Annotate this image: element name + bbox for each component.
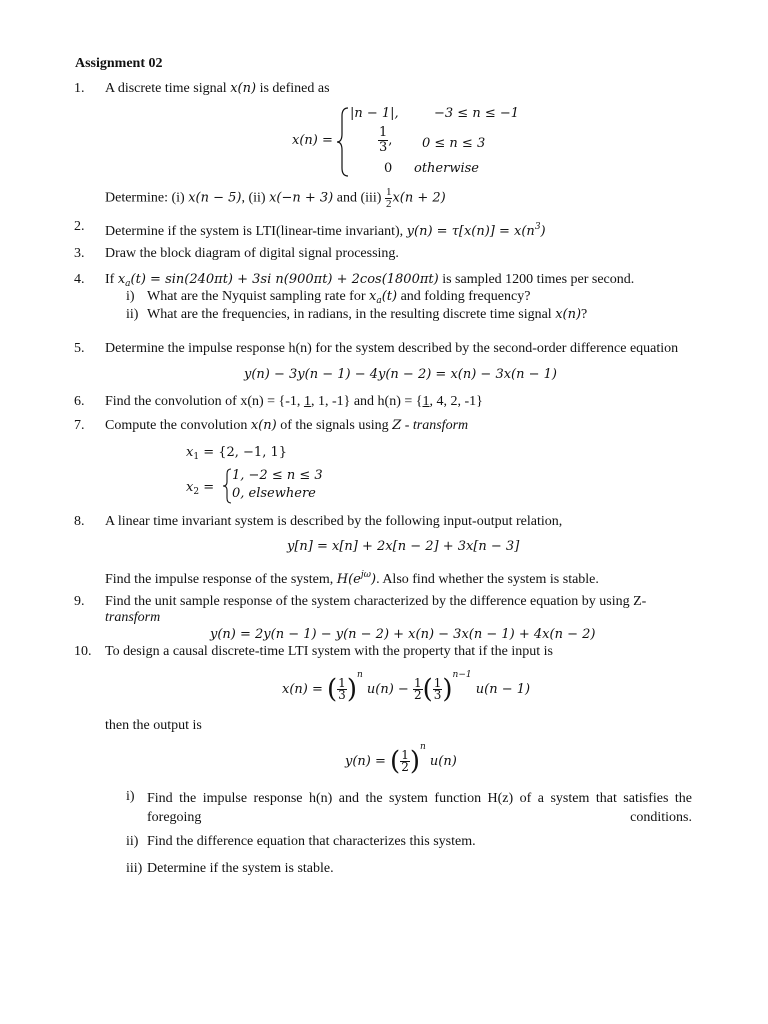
question-number: 6.: [74, 394, 85, 409]
q10-subquestion-ii: ii) Find the difference equation that characterizes this system.: [126, 834, 476, 849]
assignment-title: Assignment 02: [75, 56, 163, 71]
x2-case-2: 0, elsewhere: [232, 486, 316, 501]
q8-followup: Find the impulse response of the system, $H(e^{j\omega})$. Also find whether the system is stable.: [105, 570, 599, 587]
q10-input-equation: x(n) = ( $\frac{1}{3}$ )$^n$ u(n) − $\frac{1}{2}$ ( $\frac{1}{3}$ )$^{n-1}$ u(n − 1): [282, 670, 531, 705]
left-brace-icon: [222, 468, 232, 504]
question-text: A linear time invariant system is described by the following input-output relation,: [105, 514, 563, 529]
case-1-expression: |n − 1|,: [350, 106, 399, 121]
question-number: 9.: [74, 594, 85, 609]
question-text: Determine the impulse response h(n) for the system described by the second-order difference equation: [105, 341, 679, 356]
question-text: To design a causal discrete-time LTI system with the property that if the input is: [105, 644, 553, 659]
assignment-page: Assignment 02 1. A discrete time signal x(n) is defined as x(n) = |n − 1|, −3 ≤ n ≤ −1 $\frac{1}{3}$ , 0 ≤ n ≤ 3 0 otherwise Determine: (i) x(n − 5), (ii) x(−n + 3) and (iii) $\frac{1}{2}$ x(n + 2) 2. Determine if the system is LTI(linear-time invariant), $y(n) = \tau[x(n)] = x(n^3)$ 3. Draw the block diagram of digital signal processing. 4. If $x_a(t) = \sin(240\pi t) + 3si$ n(900πt) + 2cos(1800πt) is sampled 1200 times per second. i) What are the Nyquist sampling rate for $x_a(t)$ and folding frequency? ii) What are the frequencies, in radians, in the resulting discrete time signal x(n)? 5. Determine the impulse response h(n) for the system described by the second-order difference equation y(n) − 3y(n − 1) − 4y(n − 2) = x(n) − 3x(n − 1) 6. Find the convolution of x(n) = {-1, 1, 1, -1} and h(n) = {1, 4, 2, -1} 7. Compute the convolution x(n) of the signals using Z - transform $x_1 = \{2$, −1, 1} $x_2$ = 1, −2 ≤ n ≤ 3 0, elsewhere 8. A linear time invariant system is described by the following input-output relation, y[n] = x[n] + 2x[n − 2] + 3x[n − 3] Find the impulse response of the system, $H(e^{j\omega})$. Also find whether the system is stable. 9. Find the unit sample response of the system characterized by the difference equation by using Z- transform y(n) = 2y(n − 1) − y(n − 2) + x(n) − 3x(n − 1) + 4x(n − 2) 10. To design a causal discrete-time LTI system with the property that if the input is x(n) = ( $\frac{1}{3}$ )$^n$ u(n) − $\frac{1}{2}$ ( $\frac{1}{3}$ )$^{n-1}$ u(n − 1) then the output is y(n) = ( $\frac{1}{2}$ )$^n$ u(n) i) Find the impulse response h(n) and the system function H(z) of a system that satisfies the foregoing conditions. ii) Find the difference equation that characterizes this system. iii) Determine if the system is stable.: [74, 56, 692, 876]
case-3-expression: 0: [384, 161, 393, 176]
question-number: 7.: [74, 418, 85, 433]
question-text: Find the unit sample response of the system characterized by the difference equation by using Z-: [105, 594, 647, 609]
q10-subquestion-iii: iii) Determine if the system is stable.: [126, 861, 334, 876]
q5-difference-equation: y(n) − 3y(n − 1) − 4y(n − 2) = x(n) − 3x(n − 1): [244, 367, 558, 382]
question-text: Draw the block diagram of digital signal processing.: [105, 246, 399, 261]
case-1-condition: −3 ≤ n ≤ −1: [434, 106, 520, 121]
q7-x1-definition: $x_1 = \{2$, −1, 1}: [186, 445, 288, 462]
one-half-fraction: $\frac{1}{2}$: [385, 186, 392, 210]
left-brace-icon: [336, 106, 350, 178]
question-text: A discrete time signal x(n) is defined as: [105, 81, 330, 96]
case-3-condition: otherwise: [414, 161, 479, 176]
q8-io-equation: y[n] = x[n] + 2x[n − 2] + 3x[n − 3]: [287, 539, 520, 554]
x2-case-1: 1, −2 ≤ n ≤ 3: [232, 468, 323, 483]
q1-determine-line: Determine: (i) x(n − 5), (ii) x(−n + 3) and (iii) $\frac{1}{2}$ x(n + 2): [105, 186, 446, 210]
equation-lhs: x(n) =: [292, 133, 333, 148]
question-text: Compute the convolution x(n) of the signals using Z - transform: [105, 418, 469, 433]
question-text-continued: transform: [105, 610, 161, 625]
question-number: 1.: [74, 81, 85, 96]
q10-output-equation: y(n) = ( $\frac{1}{2}$ )$^n$ u(n): [345, 742, 457, 777]
case-2-condition: 0 ≤ n ≤ 3: [422, 136, 486, 151]
question-number: 4.: [74, 272, 85, 287]
subquestion-text: Find the impulse response h(n) and the system function H(z) of a system that satisfies the foregoing conditions.: [147, 791, 692, 825]
q10-then-text: then the output is: [105, 718, 202, 733]
question-text: Determine if the system is LTI(linear-time invariant), $y(n) = \tau[x(n)] = x(n^3)$: [105, 222, 546, 239]
question-text: Find the convolution of x(n) = {-1, 1, 1, -1} and h(n) = {1, 4, 2, -1}: [105, 394, 483, 409]
q9-difference-equation: y(n) = 2y(n − 1) − y(n − 2) + x(n) − 3x(n − 1) + 4x(n − 2): [210, 627, 596, 642]
question-text: If $x_a(t) = \sin(240\pi t) + 3si$ n(900πt) + 2cos(1800πt) is sampled 1200 times per second.: [105, 272, 635, 289]
case-2-fraction: $\frac{1}{3}$ ,: [379, 125, 393, 155]
question-number: 10.: [74, 644, 92, 659]
question-number: 3.: [74, 246, 85, 261]
question-number: 8.: [74, 514, 85, 529]
question-number: 2.: [74, 219, 85, 234]
question-number: 5.: [74, 341, 85, 356]
q4-subquestion-i: i) What are the Nyquist sampling rate for $x_a(t)$ and folding frequency?: [126, 289, 531, 306]
q4-subquestion-ii: ii) What are the frequencies, in radians, in the resulting discrete time signal x(n)?: [126, 307, 588, 322]
